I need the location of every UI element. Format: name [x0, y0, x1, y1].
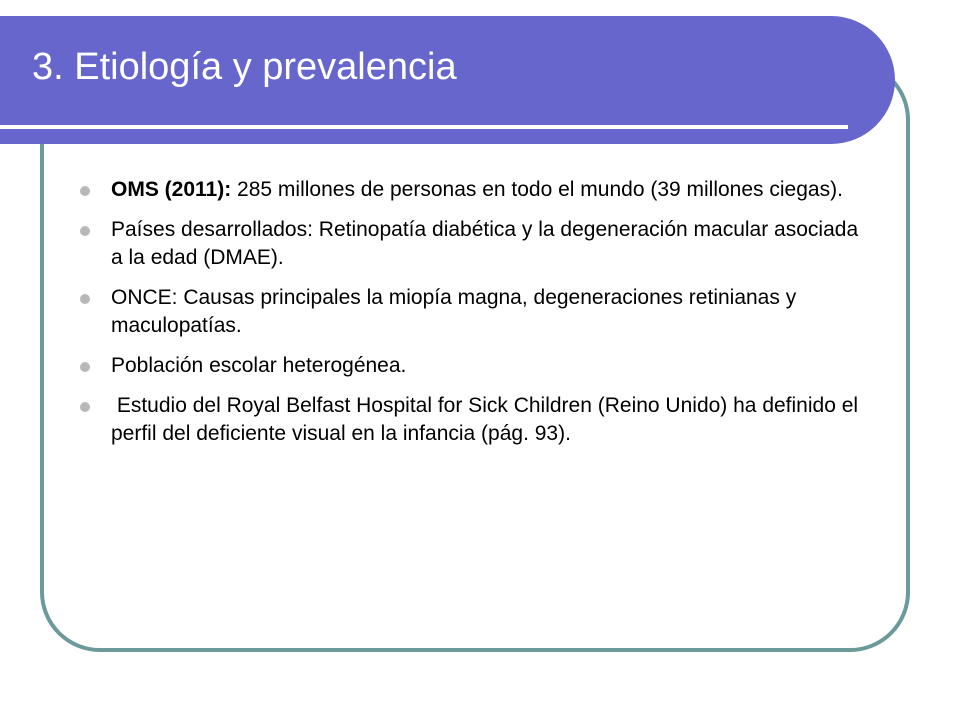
- title-underline-rule: [0, 125, 848, 129]
- bullet-item: [80, 392, 864, 448]
- bullet-item: [80, 216, 860, 272]
- bullet-dot-icon: [80, 402, 90, 412]
- bullet-dot-icon: [80, 186, 90, 196]
- bullet-text: 285 millones de personas en todo el mundo (39 millones ciegas).: [231, 178, 843, 201]
- bullet-item: [80, 176, 860, 204]
- slide-title: 3. Etiología y prevalencia: [32, 46, 457, 88]
- bullet-item: [80, 352, 860, 380]
- bullet-list: [80, 176, 864, 460]
- bullet-item: [80, 284, 860, 340]
- bullet-text: ONCE: Causas principales la miopía magna, degeneraciones retinianas y maculopatías.: [111, 286, 797, 337]
- bullet-text: Países desarrollados: Retinopatía diabética y la degeneración macular asociada a la edad (DMAE).: [111, 218, 859, 269]
- bullet-dot-icon: [80, 294, 90, 304]
- bullet-lead: OMS (2011):: [111, 178, 232, 201]
- bullet-text: Estudio del Royal Belfast Hospital for Sick Children (Reino Unido) ha definido el perfil del deficiente visual en la infancia (pág. 93).: [111, 394, 864, 445]
- bullet-text: Población escolar heterogénea.: [111, 354, 407, 377]
- bullet-dot-icon: [80, 362, 90, 372]
- bullet-dot-icon: [80, 226, 90, 236]
